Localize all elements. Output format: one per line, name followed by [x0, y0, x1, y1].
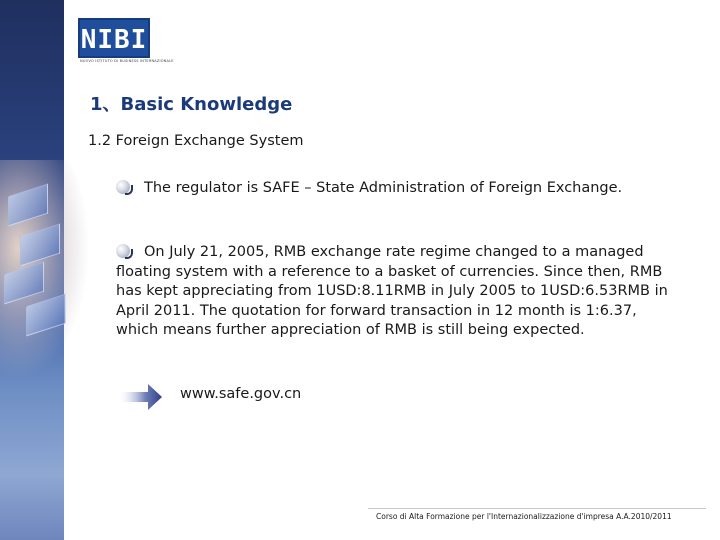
bullet-icon [116, 244, 130, 258]
decorative-side-panel [0, 0, 64, 540]
logo-tagline: NUOVO ISTITUTO DI BUSINESS INTERNAZIONALE [80, 59, 174, 63]
footer-text: Corso di Alta Formazione per l'Internazionalizzazione d'impresa A.A.2010/2011 [376, 512, 672, 521]
bullet-item [116, 179, 682, 199]
bullet-icon [116, 180, 130, 194]
arrow-right-icon [120, 382, 164, 412]
safe-website-link[interactable]: www.safe.gov.cn [180, 386, 302, 402]
slide-title: 1、Basic Knowledge [90, 94, 293, 115]
footer-divider [368, 508, 706, 509]
bullet-item [116, 243, 682, 341]
nibi-logo: NIBI [78, 18, 150, 58]
bullet-text: On July 21, 2005, RMB exchange rate regime changed to a managed floating system with a reference to a basket of currencies. Since then, RMB has kept appreciating from 1USD:8.11RMB in July 2005 to 1USD:6.53RMB in April 2011. The quotation for forward transaction in 12 month is 1:6.37, which means further appreciation of RMB is still being expected. [116, 244, 668, 338]
bullet-text: The regulator is SAFE – State Administration of Foreign Exchange. [144, 180, 623, 196]
slide-subtitle: 1.2 Foreign Exchange System [88, 133, 304, 149]
